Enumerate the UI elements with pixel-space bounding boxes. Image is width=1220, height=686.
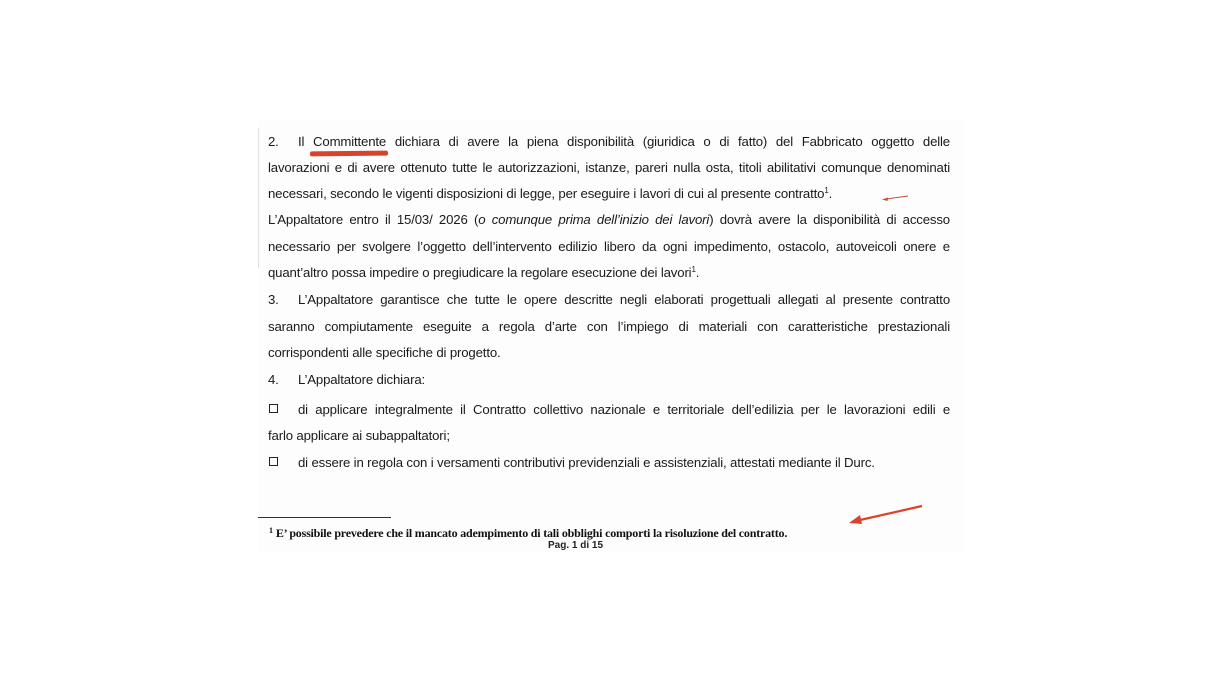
para2-line4-italic: o comunque prima dell’inizio dei lavori xyxy=(478,212,710,227)
para3-line1-text: L’Appaltatore garantisce che tutte le opere descritte negli elaborati progettuali allegati al presente contratto xyxy=(298,292,950,307)
checkbox-icon xyxy=(269,404,278,413)
para2-line5: necessario per svolgere l’oggetto dell’intervento edilizio libero da ogni impedimento, ostacolo, autoveicoli onere e xyxy=(268,239,950,254)
para3-number: 3. xyxy=(268,292,279,307)
para4-line1-text: L’Appaltatore dichiara: xyxy=(298,372,426,387)
large-arrow-annotation-icon xyxy=(848,504,924,528)
small-arrow-annotation-icon xyxy=(880,193,910,203)
bullet1-text: di applicare integralmente il Contratto collettivo nazionale e territoriale dell’edilizia per le lavorazioni edili e xyxy=(298,402,950,417)
para2-line3-end: . xyxy=(828,186,833,201)
para2-line4-post: ) dovrà avere la disponibilità di accesso xyxy=(709,212,950,227)
red-underline-annotation xyxy=(310,151,388,157)
para2-line1 xyxy=(268,134,950,150)
para2-line3 xyxy=(268,186,950,202)
footnote-rule xyxy=(258,517,391,518)
footnote-marker: 1 xyxy=(269,526,273,535)
footnote-ref: 1 xyxy=(691,265,696,274)
para4-number: 4. xyxy=(268,372,279,387)
para4-line1 xyxy=(268,372,950,388)
para2-line4-pre: L’Appaltatore entro il 15/03/ 2026 ( xyxy=(268,212,479,227)
checkbox-icon xyxy=(269,457,278,466)
para2-text-pre: Il xyxy=(298,134,314,149)
page-number: Pag. 1 di 15 xyxy=(548,540,604,550)
para2-number: 2. xyxy=(268,134,279,149)
footnote-ref: 1 xyxy=(824,186,829,195)
para2-line2: lavorazioni e di avere ottenuto tutte le autorizzazioni, istanze, pareri nulla osta, titoli abilitativi comunque denominati xyxy=(268,160,950,175)
document-page xyxy=(258,120,964,552)
footnote-text: E’ possibile prevedere che il mancato adempimento di tali obblighi comporti la risoluzione del contratto. xyxy=(275,526,788,540)
para3-line1 xyxy=(268,292,950,308)
para3-line3: corrispondenti alle specifiche di progetto. xyxy=(268,345,501,360)
para2-text-post: dichiara di avere la piena disponibilità (giuridica o di fatto) del Fabbricato oggetto delle xyxy=(386,134,950,149)
page-edge xyxy=(258,128,259,268)
bullet2-text: di essere in regola con i versamenti contributivi previdenziali e assistenziali, attestati mediante il Durc. xyxy=(298,455,875,470)
para2-line4 xyxy=(268,212,950,228)
para4-bullet1-line2: farlo applicare ai subappaltatori; xyxy=(268,428,450,443)
para2-line3-text: necessari, secondo le vigenti disposizioni di legge, per eseguire i lavori di cui al presente contratto xyxy=(268,186,825,201)
para2-line6-text: quant’altro possa impedire o pregiudicare la regolare esecuzione dei lavori xyxy=(268,265,692,280)
para2-line6-end: . xyxy=(695,265,700,280)
committente-highlight: Committente xyxy=(313,134,387,149)
para2-line6 xyxy=(268,265,950,281)
footnote xyxy=(269,526,787,541)
para3-line2: saranno compiutamente eseguite a regola d’arte con l’impiego di materiali con caratteristiche prestazionali xyxy=(268,319,950,334)
para4-bullet2-line1 xyxy=(268,455,950,471)
para4-bullet1-line1 xyxy=(268,402,950,418)
